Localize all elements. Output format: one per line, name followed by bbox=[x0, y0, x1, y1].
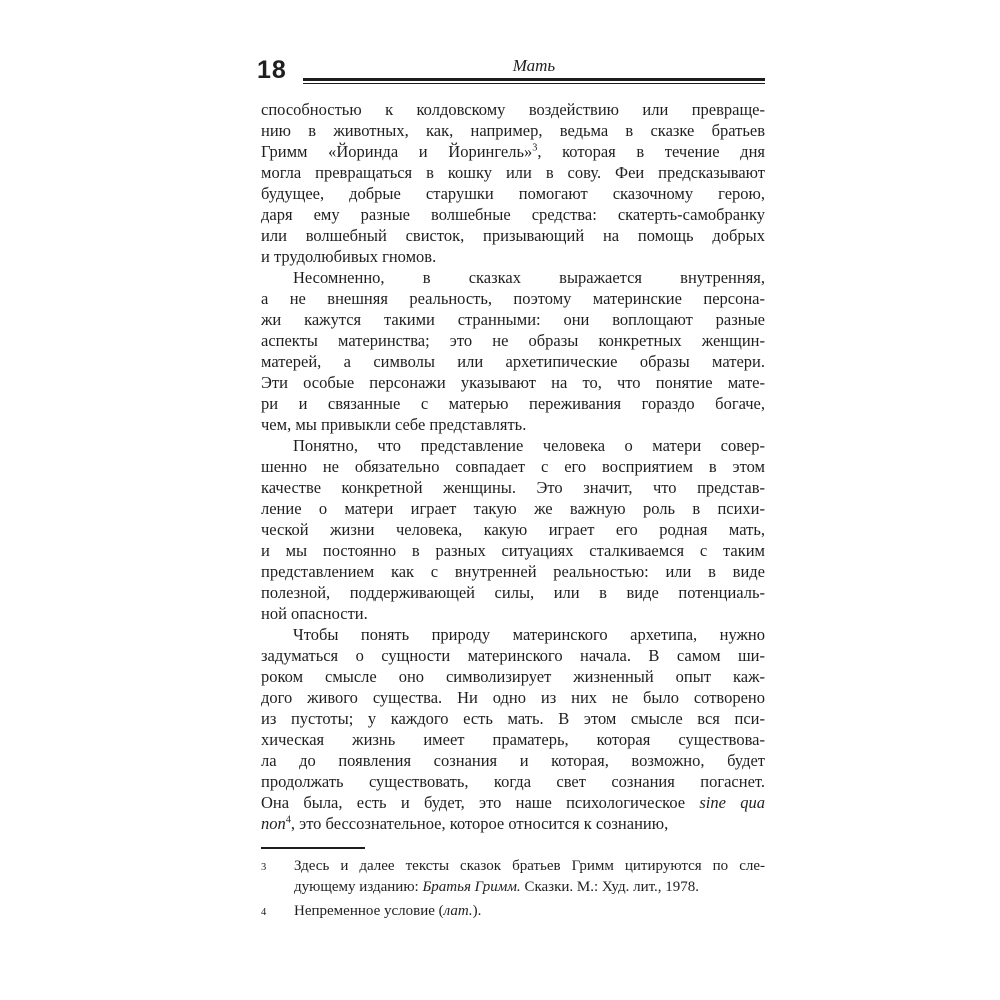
text-segment: хическая жизнь имеет праматерь, которая существова- bbox=[261, 730, 765, 749]
text-line bbox=[261, 330, 765, 351]
text-segment: из пустоты; у каждого есть мать. В этом смысле вся пси- bbox=[261, 709, 765, 728]
text-line bbox=[261, 99, 765, 120]
text-line bbox=[261, 309, 765, 330]
text-segment: ). bbox=[472, 903, 482, 919]
text-line bbox=[294, 856, 765, 877]
text-line bbox=[261, 267, 765, 288]
footnote-marker: 4 bbox=[261, 907, 267, 918]
text-segment: продолжать существовать, когда свет сознания погаснет. bbox=[261, 772, 765, 791]
text-line bbox=[261, 456, 765, 477]
text-segment: будущее, добрые старушки помогают сказочному герою, bbox=[261, 184, 765, 203]
footnote-ref: 3 bbox=[532, 142, 538, 154]
text-line bbox=[261, 246, 765, 267]
text-segment: жи кажутся такими странными: они воплощают разные bbox=[261, 310, 765, 329]
text-line bbox=[261, 624, 765, 645]
text-line bbox=[261, 813, 765, 834]
text-segment: нию в животных, как, например, ведьма в сказке братьев bbox=[261, 121, 765, 140]
text-segment: ри и связанные с матерью переживания гораздо богаче, bbox=[261, 394, 765, 413]
footnote-ref: 4 bbox=[285, 814, 291, 826]
text-line bbox=[294, 901, 765, 922]
footnote-text bbox=[294, 856, 765, 898]
text-line bbox=[261, 666, 765, 687]
text-line bbox=[261, 750, 765, 771]
footnote-marker: 3 bbox=[261, 862, 267, 873]
text-segment: non bbox=[261, 814, 286, 833]
text-segment: Гримм «Йоринда и Йорингель» bbox=[261, 142, 533, 161]
text-segment: представлением как с внутренней реальностью: или в виде bbox=[261, 562, 765, 581]
text-segment: Понятно, что представление человека о матери совер- bbox=[293, 436, 765, 455]
text-line bbox=[294, 877, 765, 898]
body-text bbox=[261, 99, 765, 834]
text-segment: Здесь и далее тексты сказок братьев Гримм цитируются по сле- bbox=[294, 858, 765, 874]
text-segment: Эти особые персонажи указывают на то, что понятие мате- bbox=[261, 373, 765, 392]
text-segment: задуматься о сущности материнского начала. В самом ши- bbox=[261, 646, 765, 665]
text-line bbox=[261, 687, 765, 708]
text-line bbox=[261, 582, 765, 603]
text-segment: матерей, а символы или архетипические образы матери. bbox=[261, 352, 765, 371]
text-line bbox=[261, 162, 765, 183]
text-line bbox=[261, 183, 765, 204]
text-segment: Чтобы понять природу материнского архетипа, нужно bbox=[293, 625, 765, 644]
text-line bbox=[261, 645, 765, 666]
text-segment: sine qua bbox=[699, 793, 765, 812]
text-segment: полезной, поддерживающей силы, или в виде потенциаль- bbox=[261, 583, 765, 602]
text-line bbox=[261, 771, 765, 792]
page-number: 18 bbox=[257, 56, 287, 84]
text-line bbox=[261, 540, 765, 561]
text-line bbox=[261, 372, 765, 393]
text-line bbox=[261, 141, 765, 162]
text-segment: и мы постоянно в разных ситуациях сталкиваемся с таким bbox=[261, 541, 765, 560]
text-segment: Братья Гримм. bbox=[422, 879, 521, 895]
text-line bbox=[261, 288, 765, 309]
text-line bbox=[261, 729, 765, 750]
text-segment: качестве конкретной женщины. Это значит, что представ- bbox=[261, 478, 765, 497]
text-line bbox=[261, 120, 765, 141]
text-segment: или волшебный свисток, призывающий на помощь добрых bbox=[261, 226, 765, 245]
running-head-block bbox=[303, 57, 765, 84]
footnotes-list bbox=[261, 856, 765, 923]
footnote bbox=[261, 901, 765, 923]
footnote bbox=[261, 856, 765, 898]
page-header bbox=[257, 57, 765, 84]
text-segment: ление о матери играет такую же важную роль в психи- bbox=[261, 499, 765, 518]
footnotes-section bbox=[261, 847, 765, 926]
paragraph bbox=[261, 624, 765, 834]
text-line bbox=[261, 477, 765, 498]
text-segment: роком смысле оно символизирует жизненный опыт каж- bbox=[261, 667, 765, 686]
text-line bbox=[261, 792, 765, 813]
paragraph bbox=[261, 267, 765, 435]
text-segment: , это бессознательное, которое относится к сознанию, bbox=[290, 814, 669, 833]
text-segment: и трудолюбивых гномов. bbox=[261, 247, 437, 266]
text-segment: шенно не обязательно совпадает с его восприятием в этом bbox=[261, 457, 765, 476]
header-rule bbox=[303, 78, 765, 84]
text-line bbox=[261, 561, 765, 582]
text-segment: чем, мы привыкли себе представлять. bbox=[261, 415, 527, 434]
text-segment: способностью к колдовскому воздействию или превраще- bbox=[261, 100, 765, 119]
text-line bbox=[261, 393, 765, 414]
footnote-separator-rule bbox=[261, 847, 365, 849]
text-line bbox=[261, 204, 765, 225]
text-segment: Она была, есть и будет, это наше психологическое bbox=[261, 793, 700, 812]
text-segment: ческой жизни человека, какую играет его родная мать, bbox=[261, 520, 765, 539]
text-segment: Сказки. М.: Худ. лит., 1978. bbox=[520, 879, 700, 895]
text-segment: ла до появления сознания и которая, возможно, будет bbox=[261, 751, 765, 770]
text-line bbox=[261, 225, 765, 246]
text-line bbox=[261, 603, 765, 624]
paragraph bbox=[261, 99, 765, 267]
paragraph bbox=[261, 435, 765, 624]
text-segment: Непременное условие ( bbox=[294, 903, 444, 919]
text-segment: , которая в течение дня bbox=[537, 142, 766, 161]
text-segment: могла превращаться в кошку или в сову. Феи предсказывают bbox=[261, 163, 765, 182]
text-line bbox=[261, 414, 765, 435]
text-segment: а не внешняя реальность, поэтому материнские персона- bbox=[261, 289, 765, 308]
text-segment: дого живого существа. Ни одно из них не было сотворено bbox=[261, 688, 765, 707]
text-line bbox=[261, 708, 765, 729]
text-segment: ной опасности. bbox=[261, 604, 368, 623]
footnote-text bbox=[294, 901, 765, 923]
text-line bbox=[261, 519, 765, 540]
text-segment: аспекты материнства; это не образы конкретных женщин- bbox=[261, 331, 765, 350]
text-line bbox=[261, 435, 765, 456]
text-segment: Несомненно, в сказках выражается внутренняя, bbox=[293, 268, 765, 287]
text-segment: дующему изданию: bbox=[294, 879, 423, 895]
text-line bbox=[261, 498, 765, 519]
text-segment: даря ему разные волшебные средства: скатерть-самобранку bbox=[261, 205, 765, 224]
text-line bbox=[261, 351, 765, 372]
running-head: Мать bbox=[512, 56, 556, 75]
text-segment: лат. bbox=[443, 903, 473, 919]
